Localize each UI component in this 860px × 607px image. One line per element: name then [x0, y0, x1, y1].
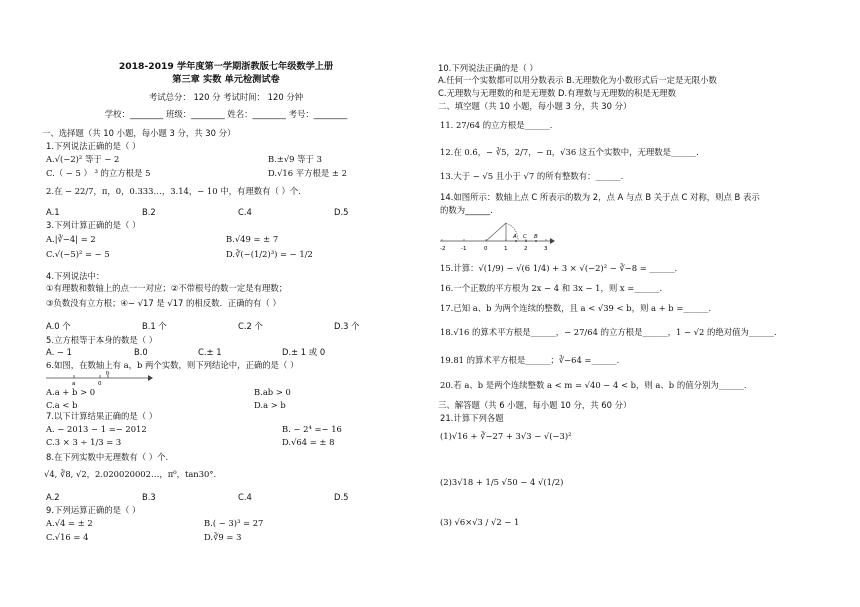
- q9-stem: 9.下列运算正确的是（ ）: [46, 505, 141, 515]
- q6-label-b: b: [106, 371, 110, 377]
- q6-option-c: C.a < b: [46, 400, 78, 410]
- exam-fields: 学校：________ 班级：________ 姓名：________ 考号：________: [104, 109, 348, 119]
- q6-label-a: a: [72, 381, 76, 385]
- q12: 12.在 0.6̇，− ∛5，2/7，− π，√36 这五个实数中，无理数是______.: [440, 147, 699, 157]
- section-3-heading: 三、解答题（共 6 小题，每小题 10 分，共 60 分）: [438, 400, 632, 410]
- q14-tick-label: 0: [484, 246, 488, 252]
- q14-label-b: B: [534, 234, 538, 240]
- q9-option-c: C.√16 = 4: [46, 532, 89, 542]
- q6-stem: 6.如图，在数轴上有 a，b 两个实数，则下列结论中，正确的是（ ）: [46, 360, 299, 370]
- q14-point-c: [525, 240, 527, 242]
- q21-part-3: (3) √6×√3 / √2 − 1: [440, 517, 520, 527]
- q4-option-c: C.2 个: [238, 321, 263, 331]
- q7-option-d: D.√64 = ± 8: [282, 437, 335, 447]
- q3-option-b: B.√49 = ± 7: [226, 234, 279, 244]
- q9-option-b: B.( − 3)³ = 27: [204, 518, 264, 528]
- q8-option-b: B.3: [142, 492, 156, 502]
- q4-stem: 4.下列说法中：: [46, 271, 105, 281]
- q2-option-c: C.4: [238, 207, 252, 217]
- exam-subtitle: 第三章 实数 单元检测试卷: [172, 74, 280, 85]
- q8-option-d: D.5: [334, 492, 349, 502]
- q3-option-c: C.√(−5)² = − 5: [46, 249, 110, 259]
- q2-option-d: D.5: [334, 207, 349, 217]
- q4-option-a: A.0 个: [46, 321, 71, 331]
- q14-line-2: 的数为______.: [440, 205, 493, 215]
- q14-point-b: [535, 240, 537, 242]
- q16: 16.一个正数的平方根为 2x − 4 和 3x − 1，则 x =______.: [440, 283, 663, 293]
- q2-option-a: A.1: [46, 207, 60, 217]
- q6-number-line: [44, 371, 154, 385]
- q18: 18.√16 的算术平方根是______，− 27/64 的立方根是______，1 − √2 的绝对值为______.: [440, 327, 777, 337]
- q2-option-b: B.2: [142, 207, 156, 217]
- q15: 15.计算：√(1/9) − √(6 1/4) + 3 × √(−2)² − ∛−8 = ______.: [440, 263, 678, 273]
- q10-options-cd: C.无理数与无理数的和是无理数 D.有理数与无理数的积是无理数: [438, 88, 677, 98]
- q3-stem: 3.下列计算正确的是（ ）: [46, 220, 141, 230]
- q4-option-b: B.1 个: [142, 321, 167, 331]
- q7-option-a: A. − 2013 − 1 =− 2012: [46, 424, 147, 434]
- q14-slant-line: [486, 223, 506, 241]
- q14-tick-label: 3: [544, 246, 548, 252]
- q8-number-list: √4, ∛8, √2，2.020020002…，π⁰，tan30°.: [44, 469, 217, 479]
- q14-point-a: [515, 240, 517, 242]
- q14-number-line: [438, 217, 558, 253]
- q4-statement-1: ①有理数和数轴上的点一一对应；②不带根号的数一定是有理数；: [46, 283, 288, 293]
- q14-tick-label: -1: [461, 246, 467, 252]
- q14-tick-label: -2: [440, 246, 446, 252]
- q9-option-d: D.∛9 = 3: [204, 532, 242, 542]
- q2-stem: 2.在 − 22/7，π，0，0.333…，3.14，− 10 中，有理数有（ ）个.: [46, 186, 301, 196]
- q7-option-c: C.3 × 3 ÷ 1/3 = 3: [46, 437, 122, 447]
- q14-tick-label: 2: [524, 246, 528, 252]
- exam-title: 2018-2019 学年度第一学期浙教版七年级数学上册: [118, 61, 334, 72]
- section-1-heading: 一、选择题（共 10 小题，每小题 3 分，共 30 分）: [42, 128, 236, 138]
- section-2-heading: 二、填空题（共 10 小题，每小题 3 分，共 30 分）: [438, 101, 632, 111]
- q14-axis-arrow: [550, 238, 555, 244]
- q6-option-b: B.ab > 0: [254, 387, 291, 397]
- q5-option-a: A. − 1: [46, 347, 72, 357]
- q5-stem: 5.立方根等于本身的数是（ ）: [46, 335, 158, 345]
- q3-option-a: A.|∛−4| = 2: [46, 234, 96, 244]
- q20: 20.若 a、b 是两个连续整数 a < m = √40 − 4 < b，则 a、b 的值分别为______.: [440, 380, 747, 390]
- q8-option-c: C.4: [238, 492, 252, 502]
- q14-label-a: A: [513, 234, 517, 240]
- q4-option-d: D.3 个: [334, 321, 360, 331]
- q4-statement-2: ③负数没有立方根；④− √17 是 √17 的相反数．正确的有（ ）: [46, 298, 281, 308]
- q17: 17.已知 a、b 为两个连续的整数，且 a < √39 < b，则 a + b =______.: [440, 303, 712, 313]
- q1-stem: 1.下列说法正确的是（ ）: [46, 141, 141, 151]
- q14-line-1: 14.如图所示：数轴上点 C 所表示的数为 2，点 A 与点 B 关于点 C 对称，则点 B 表示: [440, 192, 760, 202]
- q19: 19.81 的算术平方根是______；∛−64 =______.: [440, 355, 620, 365]
- q21-part-2: (2)3√18 + 1/5 √50 − 4 √(1/2): [440, 477, 564, 487]
- q6-label-0: 0: [98, 381, 102, 385]
- q1-option-a: A.√(−2)² 等于 − 2: [46, 154, 120, 164]
- q6-option-a: A.a + b > 0: [46, 387, 96, 397]
- q5-option-c: C.± 1: [198, 347, 222, 357]
- q9-option-a: A.√4 = ± 2: [46, 518, 93, 528]
- q7-stem: 7.以下计算结果正确的是（ ）: [46, 411, 158, 421]
- q5-option-d: D.± 1 或 0: [282, 347, 326, 357]
- q5-option-b: B.0: [134, 347, 148, 357]
- q1-option-b: B.±√9 等于 3: [268, 154, 322, 164]
- q10-options-ab: A.任何一个实数都可以用分数表示 B.无理数化为小数形式后一定是无限小数: [438, 75, 717, 85]
- q6-axis-arrow: [148, 375, 153, 381]
- q14-tick-label: 1: [504, 246, 508, 252]
- q1-option-d: D.√16 平方根是 ± 2: [268, 168, 347, 178]
- q3-option-d: D.∛(−(1/2)³) = − 1/2: [226, 249, 313, 259]
- q21-part-1: (1)√16 + ∛−27 + 3√3 − √(−3)²: [440, 431, 572, 441]
- q8-option-a: A.2: [46, 492, 60, 502]
- q8-stem: 8.在下列实数中无理数有（ ）个.: [46, 452, 169, 462]
- q7-option-b: B. − 2⁴ =− 16: [282, 424, 342, 434]
- q13: 13.大于 − √5 且小于 √7 的所有整数有：______.: [440, 171, 624, 181]
- q1-option-c: C.（ − 5 ） ³ 的立方根是 5: [46, 168, 151, 178]
- q11: 11. 27/64 的立方根是______.: [440, 120, 553, 130]
- exam-info: 考试总分： 120 分 考试时间： 120 分钟: [148, 92, 304, 102]
- q6-option-d: D.a > b: [254, 400, 286, 410]
- q21-stem: 21.计算下列各题: [440, 413, 504, 423]
- q10-stem: 10.下列说法正确的是（ ）: [438, 63, 538, 73]
- q14-label-c: C: [523, 234, 527, 240]
